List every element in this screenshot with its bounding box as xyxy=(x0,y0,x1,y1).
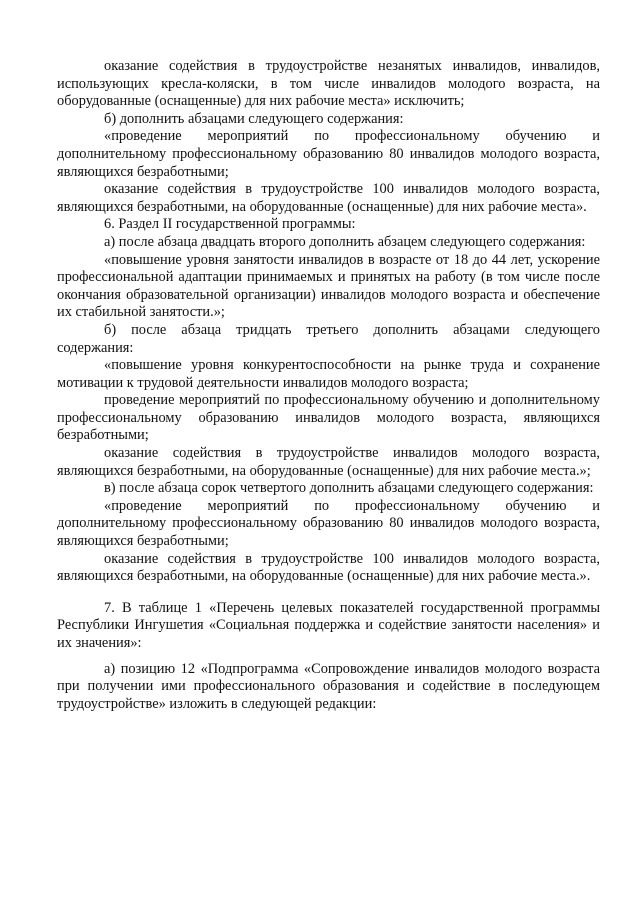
paragraph-14: оказание содействия в трудоустройстве 100 инвалидов молодого возраста, являющихся безработными, на оборудованные (оснащенные) для них рабочие места.». xyxy=(57,550,600,585)
paragraph-4: оказание содействия в трудоустройстве 100 инвалидов молодого возраста, являющихся безработными, на оборудованные (оснащенные) для них рабочие места». xyxy=(57,181,600,215)
paragraph-1: оказание содействия в трудоустройстве незанятых инвалидов, инвалидов, использующих кресла-коляски, в том числе инвалидов молодого возраста, на оборудованные (оснащенные) для них рабочие места» исключить; xyxy=(57,58,600,110)
paragraph-2: б) дополнить абзацами следующего содержания: xyxy=(104,110,404,127)
paragraph-5: 6. Раздел II государственной программы: xyxy=(104,216,356,233)
paragraph-12: в) после абзаца сорок четвертого дополнить абзацами следующего содержания: xyxy=(104,480,594,497)
paragraph-8: б) после абзаца тридцать третьего дополнить абзацами следующего содержания: xyxy=(57,321,600,356)
paragraph-11: оказание содействия в трудоустройстве инвалидов молодого возраста, являющихся безработными, на оборудованные (оснащенные) для них рабочие места.»; xyxy=(57,445,600,479)
paragraph-7: «повышение уровня занятости инвалидов в возрасте от 18 до 44 лет, ускорение профессиональной адаптации принимаемых и принятых на работу (в том числе после окончания образовательной организации) инвалидов молодого возраста и обеспечение их стабильной занятости.»; xyxy=(57,251,600,321)
paragraph-13: «проведение мероприятий по профессиональному обучению и дополнительному профессиональному образованию 80 инвалидов молодого возраста, являющихся безработными; xyxy=(57,497,600,550)
paragraph-6: а) после абзаца двадцать второго дополнить абзацем следующего содержания: xyxy=(104,233,586,250)
paragraph-16: а) позицию 12 «Подпрограмма «Сопровождение инвалидов молодого возраста при получении ими профессионального образования и содействие в последующем трудоустройстве» изложить в следующей редакции: xyxy=(57,660,600,712)
paragraph-9: «повышение уровня конкурентоспособности на рынке труда и сохранение мотивации к трудовой деятельности инвалидов молодого возраста; xyxy=(57,357,600,391)
paragraph-3: «проведение мероприятий по профессиональному обучению и дополнительному профессиональному образованию 80 инвалидов молодого возраста, являющихся безработными; xyxy=(57,128,600,180)
paragraph-10: проведение мероприятий по профессиональному обучению и дополнительному профессиональному образованию инвалидов молодого возраста, являющихся безработными; xyxy=(57,392,600,444)
paragraph-15: 7. В таблице 1 «Перечень целевых показателей государственной программы Республики Ингушетия «Социальная поддержка и содействие занятости населения» и их значения»: xyxy=(57,599,600,651)
